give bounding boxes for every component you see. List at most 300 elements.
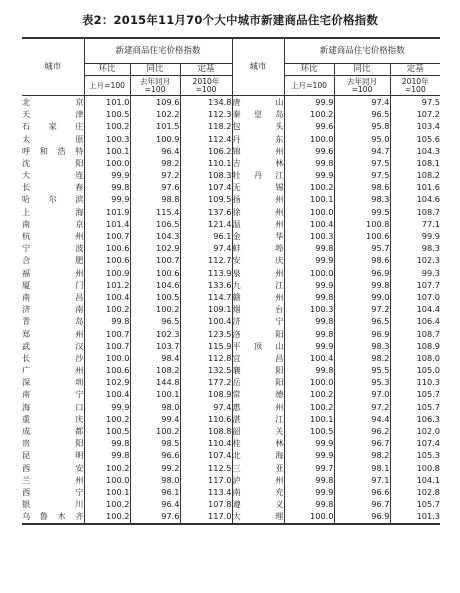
city-column-header-right: 城市 — [232, 38, 284, 96]
city-name-left: 重庆 — [22, 413, 84, 424]
yoy-value-right: 95.5 — [334, 364, 390, 376]
yoy-value-left: 96.1 — [130, 486, 180, 498]
mom-value-left: 100.2 — [84, 120, 130, 132]
base-value-right: 101.6 — [390, 181, 440, 193]
base-value-left: 117.0 — [180, 510, 232, 523]
mom-value-right: 100.2 — [284, 181, 334, 193]
table-row — [22, 218, 440, 230]
mom-value-left: 100.7 — [84, 340, 130, 352]
mom-header-left: 环比 — [84, 64, 130, 76]
mom-value-left: 100.6 — [84, 242, 130, 254]
table-row — [22, 181, 440, 193]
base-basis-right — [390, 76, 440, 96]
yoy-value-right: 96.9 — [334, 267, 390, 279]
base-value-left: 112.7 — [180, 254, 232, 266]
base-value-right: 105.3 — [390, 449, 440, 461]
base-value-left: 112.8 — [180, 352, 232, 364]
city-name-left: 沈阳 — [22, 157, 84, 168]
table-row — [22, 254, 440, 266]
mom-value-left: 99.8 — [84, 315, 130, 327]
city-name-left: 成都 — [22, 426, 84, 437]
base-value-right: 110.3 — [390, 376, 440, 388]
yoy-value-right: 97.1 — [334, 474, 390, 486]
city-name-left: 呼和浩特 — [22, 145, 84, 156]
city-name-left: 乌鲁木齐 — [22, 511, 84, 522]
mom-value-right: 100.0 — [284, 206, 334, 218]
city-name-right: 遵义 — [232, 499, 284, 510]
city-name-right: 桂林 — [232, 438, 284, 449]
table-row — [22, 449, 440, 461]
base-value-right: 102.8 — [390, 486, 440, 498]
table-row — [22, 328, 440, 340]
mom-value-right: 99.9 — [284, 96, 334, 109]
yoy-value-left: 102.9 — [130, 242, 180, 254]
yoy-value-left: 109.6 — [130, 96, 180, 109]
mom-value-left: 100.4 — [84, 291, 130, 303]
base-value-left: 113.9 — [180, 267, 232, 279]
table-row — [22, 437, 440, 449]
table-row — [22, 401, 440, 413]
table-row — [22, 267, 440, 279]
mom-value-left: 99.8 — [84, 181, 130, 193]
mom-value-left: 100.9 — [84, 267, 130, 279]
yoy-header-right: 同比 — [334, 64, 390, 76]
price-index-table — [22, 37, 440, 525]
mom-value-right: 99.8 — [284, 291, 334, 303]
yoy-value-right: 98.1 — [334, 462, 390, 474]
yoy-value-left: 96.4 — [130, 145, 180, 157]
yoy-basis-line1: 去年同月 — [346, 76, 378, 86]
city-name-left: 郑州 — [22, 328, 84, 339]
base-value-right: 102.3 — [390, 254, 440, 266]
city-name-left: 哈尔滨 — [22, 194, 84, 205]
city-name-left: 天津 — [22, 109, 84, 120]
mom-value-right: 100.3 — [284, 303, 334, 315]
city-name-left: 贵阳 — [22, 438, 84, 449]
city-name-right: 锦州 — [232, 145, 284, 156]
city-name-right: 牡丹江 — [232, 170, 284, 181]
city-name-left: 南京 — [22, 218, 84, 229]
table-row — [22, 291, 440, 303]
yoy-value-left: 144.8 — [130, 376, 180, 388]
city-name-right: 唐山 — [232, 96, 284, 107]
table-row — [22, 133, 440, 145]
base-value-left: 106.2 — [180, 145, 232, 157]
base-value-left: 112.4 — [180, 133, 232, 145]
table-row — [22, 145, 440, 157]
mom-value-right: 99.6 — [284, 145, 334, 157]
yoy-value-left: 104.3 — [130, 230, 180, 242]
base-value-left: 109.1 — [180, 303, 232, 315]
table-row — [22, 486, 440, 498]
base-value-right: 105.7 — [390, 401, 440, 413]
table-row — [22, 242, 440, 254]
table-row — [22, 462, 440, 474]
base-value-left: 137.6 — [180, 206, 232, 218]
city-name-left: 昆明 — [22, 450, 84, 461]
base-value-right: 77.1 — [390, 218, 440, 230]
mom-value-left: 100.5 — [84, 108, 130, 120]
yoy-value-left: 102.2 — [130, 108, 180, 120]
yoy-value-right: 97.2 — [334, 401, 390, 413]
mom-value-left: 100.2 — [84, 462, 130, 474]
mom-value-left: 100.1 — [84, 145, 130, 157]
city-name-right: 烟台 — [232, 304, 284, 315]
city-name-left: 大连 — [22, 170, 84, 181]
mom-value-left: 100.0 — [84, 474, 130, 486]
mom-value-right: 99.6 — [284, 120, 334, 132]
base-value-right: 101.3 — [390, 510, 440, 523]
table-row — [22, 206, 440, 218]
mom-value-left: 100.6 — [84, 254, 130, 266]
table-row — [22, 315, 440, 327]
yoy-value-left: 98.0 — [130, 474, 180, 486]
base-value-right: 107.4 — [390, 437, 440, 449]
mom-value-left: 99.9 — [84, 169, 130, 181]
mom-value-right: 99.8 — [284, 157, 334, 169]
table-row — [22, 279, 440, 291]
yoy-value-right: 96.5 — [334, 315, 390, 327]
mom-value-right: 100.5 — [284, 425, 334, 437]
city-name-right: 赣州 — [232, 291, 284, 302]
yoy-value-left: 96.4 — [130, 498, 180, 510]
mom-value-right: 99.9 — [284, 437, 334, 449]
yoy-value-left: 100.9 — [130, 133, 180, 145]
mom-basis-right — [284, 76, 334, 96]
city-name-left: 南宁 — [22, 389, 84, 400]
base-value-right: 104.3 — [390, 145, 440, 157]
yoy-value-right: 95.0 — [334, 133, 390, 145]
mom-value-right: 99.9 — [284, 254, 334, 266]
mom-value-right: 100.1 — [284, 194, 334, 206]
city-name-left: 合肥 — [22, 255, 84, 266]
base-value-right: 102.0 — [390, 425, 440, 437]
city-name-right: 济宁 — [232, 316, 284, 327]
yoy-basis-line2: =100 — [144, 84, 166, 94]
mom-value-left: 101.9 — [84, 206, 130, 218]
city-name-left: 太原 — [22, 133, 84, 144]
city-name-right: 三亚 — [232, 462, 284, 473]
table-row — [22, 96, 440, 109]
yoy-value-left: 97.2 — [130, 169, 180, 181]
mom-value-left: 101.4 — [84, 218, 130, 230]
mom-value-right: 99.8 — [284, 498, 334, 510]
yoy-value-left: 106.5 — [130, 218, 180, 230]
city-name-right: 安庆 — [232, 255, 284, 266]
table-row — [22, 303, 440, 315]
city-name-right: 南充 — [232, 486, 284, 497]
yoy-value-right: 98.6 — [334, 254, 390, 266]
mom-basis-left — [84, 76, 130, 96]
yoy-value-left: 96.6 — [130, 449, 180, 461]
city-name-right: 秦皇岛 — [232, 109, 284, 120]
base-value-left: 107.4 — [180, 181, 232, 193]
yoy-value-right: 97.5 — [334, 157, 390, 169]
base-value-right: 104.1 — [390, 474, 440, 486]
base-value-left: 112.5 — [180, 462, 232, 474]
base-value-right: 108.7 — [390, 328, 440, 340]
mom-value-left: 99.9 — [84, 194, 130, 206]
base-value-left: 112.3 — [180, 108, 232, 120]
table-row — [22, 108, 440, 120]
yoy-value-right: 95.3 — [334, 376, 390, 388]
mom-value-right: 99.9 — [284, 279, 334, 291]
yoy-value-left: 97.6 — [130, 510, 180, 523]
yoy-value-right: 96.9 — [334, 328, 390, 340]
index-group-header-left: 新建商品住宅价格指数 — [84, 38, 232, 64]
base-value-right: 99.3 — [390, 267, 440, 279]
city-name-left: 北京 — [22, 96, 84, 107]
yoy-value-right: 99.8 — [334, 279, 390, 291]
base-header-right: 定基 — [390, 64, 440, 76]
yoy-value-left: 100.2 — [130, 303, 180, 315]
mom-value-right: 100.3 — [284, 230, 334, 242]
mom-value-left: 100.2 — [84, 413, 130, 425]
yoy-value-left: 96.5 — [130, 315, 180, 327]
city-name-right: 包头 — [232, 121, 284, 132]
yoy-value-right: 96.2 — [334, 425, 390, 437]
mom-value-right: 100.2 — [284, 401, 334, 413]
base-value-right: 106.3 — [390, 413, 440, 425]
table-row — [22, 425, 440, 437]
mom-value-right: 99.9 — [284, 486, 334, 498]
mom-value-left: 102.9 — [84, 376, 130, 388]
yoy-value-left: 98.2 — [130, 157, 180, 169]
mom-value-right: 99.9 — [284, 449, 334, 461]
base-basis-line1: 2010年 — [401, 76, 429, 86]
base-value-left: 108.9 — [180, 389, 232, 401]
mom-value-right: 100.4 — [284, 352, 334, 364]
city-name-right: 蚌埠 — [232, 243, 284, 254]
yoy-value-right: 99.0 — [334, 291, 390, 303]
mom-basis-text: 上月=100 — [88, 80, 126, 90]
table-row — [22, 157, 440, 169]
yoy-value-right: 96.7 — [334, 437, 390, 449]
base-value-right: 98.3 — [390, 242, 440, 254]
yoy-value-left: 102.3 — [130, 328, 180, 340]
city-name-right: 丹东 — [232, 133, 284, 144]
mom-value-left: 99.8 — [84, 449, 130, 461]
city-name-right: 吉林 — [232, 157, 284, 168]
base-value-left: 115.9 — [180, 340, 232, 352]
base-value-left: 109.5 — [180, 194, 232, 206]
yoy-value-right: 95.7 — [334, 242, 390, 254]
yoy-header-left: 同比 — [130, 64, 180, 76]
yoy-value-right: 94.7 — [334, 145, 390, 157]
mom-value-right: 100.4 — [284, 218, 334, 230]
yoy-value-right: 98.3 — [334, 340, 390, 352]
yoy-value-left: 100.1 — [130, 389, 180, 401]
mom-value-right: 99.8 — [284, 328, 334, 340]
city-name-left: 青岛 — [22, 316, 84, 327]
base-value-right: 97.5 — [390, 96, 440, 109]
mom-value-right: 99.8 — [284, 364, 334, 376]
mom-value-left: 100.5 — [84, 425, 130, 437]
mom-value-right: 100.1 — [284, 413, 334, 425]
yoy-value-left: 100.7 — [130, 254, 180, 266]
base-value-right: 99.9 — [390, 230, 440, 242]
mom-value-right: 99.9 — [284, 340, 334, 352]
city-name-left: 银川 — [22, 499, 84, 510]
base-value-left: 177.2 — [180, 376, 232, 388]
base-value-right: 105.0 — [390, 364, 440, 376]
mom-value-right: 100.0 — [284, 510, 334, 523]
table-row — [22, 340, 440, 352]
base-value-left: 134.8 — [180, 96, 232, 109]
yoy-value-right: 100.8 — [334, 218, 390, 230]
index-group-header-right: 新建商品住宅价格指数 — [284, 38, 440, 64]
city-name-left: 武汉 — [22, 340, 84, 351]
yoy-value-right: 96.7 — [334, 498, 390, 510]
base-value-left: 97.4 — [180, 401, 232, 413]
city-name-left: 西宁 — [22, 486, 84, 497]
city-name-right: 扬州 — [232, 194, 284, 205]
city-name-left: 西安 — [22, 462, 84, 473]
city-name-right: 平顶山 — [232, 340, 284, 351]
base-value-right: 107.2 — [390, 108, 440, 120]
base-header-left: 定基 — [180, 64, 232, 76]
mom-value-right: 99.7 — [284, 462, 334, 474]
mom-value-left: 100.2 — [84, 510, 130, 523]
table-row — [22, 194, 440, 206]
yoy-value-left: 98.0 — [130, 401, 180, 413]
city-name-right: 无锡 — [232, 182, 284, 193]
base-value-left: 117.0 — [180, 474, 232, 486]
city-column-header-left: 城市 — [22, 38, 84, 96]
mom-value-left: 100.4 — [84, 389, 130, 401]
mom-value-left: 99.9 — [84, 401, 130, 413]
base-value-right: 108.9 — [390, 340, 440, 352]
table-row — [22, 498, 440, 510]
yoy-value-right: 100.6 — [334, 230, 390, 242]
mom-value-left: 100.0 — [84, 352, 130, 364]
city-name-right: 温州 — [232, 218, 284, 229]
yoy-basis-line1: 去年同月 — [139, 76, 171, 86]
yoy-value-left: 100.6 — [130, 267, 180, 279]
base-basis-line2: =100 — [404, 84, 426, 94]
mom-value-left: 100.6 — [84, 364, 130, 376]
city-name-left: 长春 — [22, 182, 84, 193]
city-name-right: 韶关 — [232, 426, 284, 437]
base-value-right: 103.4 — [390, 120, 440, 132]
base-value-right: 105.7 — [390, 498, 440, 510]
base-value-right: 106.4 — [390, 315, 440, 327]
mom-value-left: 100.2 — [84, 498, 130, 510]
mom-value-right: 100.2 — [284, 389, 334, 401]
city-name-left: 福州 — [22, 267, 84, 278]
base-value-right: 105.6 — [390, 133, 440, 145]
city-name-right: 湛江 — [232, 413, 284, 424]
mom-value-right: 99.8 — [284, 474, 334, 486]
city-name-left: 深圳 — [22, 377, 84, 388]
yoy-value-left: 100.2 — [130, 425, 180, 437]
mom-basis-text: 上月=100 — [290, 80, 328, 90]
mom-value-right: 100.0 — [284, 376, 334, 388]
city-name-right: 泸州 — [232, 474, 284, 485]
base-value-left: 110.4 — [180, 437, 232, 449]
city-name-right: 徐州 — [232, 206, 284, 217]
yoy-value-left: 99.2 — [130, 462, 180, 474]
base-value-left: 114.7 — [180, 291, 232, 303]
base-value-left: 133.6 — [180, 279, 232, 291]
city-name-left: 南昌 — [22, 291, 84, 302]
base-value-right: 104.6 — [390, 194, 440, 206]
table-row — [22, 230, 440, 242]
city-name-left: 厦门 — [22, 279, 84, 290]
city-name-left: 长沙 — [22, 352, 84, 363]
base-value-left: 113.4 — [180, 486, 232, 498]
mom-value-right: 99.9 — [284, 169, 334, 181]
table-header — [22, 38, 440, 96]
mom-header-right: 环比 — [284, 64, 334, 76]
yoy-value-right: 95.8 — [334, 120, 390, 132]
base-value-left: 118.2 — [180, 120, 232, 132]
mom-value-left: 100.0 — [84, 157, 130, 169]
base-basis-line1: 2010年 — [192, 76, 220, 86]
table-row — [22, 389, 440, 401]
base-value-right: 108.7 — [390, 206, 440, 218]
mom-value-left: 100.3 — [84, 133, 130, 145]
base-value-right: 107.0 — [390, 291, 440, 303]
base-value-left: 110.1 — [180, 157, 232, 169]
table-row — [22, 510, 440, 523]
city-name-right: 宜昌 — [232, 352, 284, 363]
base-value-left: 96.1 — [180, 230, 232, 242]
mom-value-left: 100.7 — [84, 328, 130, 340]
mom-value-right: 99.8 — [284, 315, 334, 327]
city-name-right: 惠州 — [232, 401, 284, 412]
yoy-value-left: 108.2 — [130, 364, 180, 376]
yoy-value-right: 97.5 — [334, 169, 390, 181]
yoy-value-right: 96.5 — [334, 108, 390, 120]
base-value-right: 105.7 — [390, 389, 440, 401]
base-value-left: 100.4 — [180, 315, 232, 327]
mom-value-left: 100.1 — [84, 486, 130, 498]
city-name-right: 岳阳 — [232, 377, 284, 388]
yoy-basis-line2: =100 — [351, 84, 373, 94]
table-row — [22, 413, 440, 425]
base-value-left: 123.5 — [180, 328, 232, 340]
city-name-left: 杭州 — [22, 231, 84, 242]
table-row — [22, 169, 440, 181]
table-row — [22, 364, 440, 376]
yoy-value-right: 98.2 — [334, 449, 390, 461]
mom-value-right: 100.0 — [284, 133, 334, 145]
yoy-value-right: 98.3 — [334, 194, 390, 206]
mom-value-right: 100.0 — [284, 267, 334, 279]
yoy-value-left: 99.4 — [130, 413, 180, 425]
yoy-value-right: 98.6 — [334, 181, 390, 193]
city-name-left: 兰州 — [22, 474, 84, 485]
yoy-value-left: 115.4 — [130, 206, 180, 218]
city-name-left: 广州 — [22, 365, 84, 376]
table-row — [22, 376, 440, 388]
yoy-value-right: 97.2 — [334, 303, 390, 315]
yoy-value-left: 101.5 — [130, 120, 180, 132]
city-name-right: 九江 — [232, 279, 284, 290]
yoy-value-left: 104.6 — [130, 279, 180, 291]
table-body — [22, 96, 440, 524]
yoy-value-left: 103.7 — [130, 340, 180, 352]
yoy-value-right: 96.6 — [334, 486, 390, 498]
mom-value-left: 99.8 — [84, 437, 130, 449]
base-value-left: 121.4 — [180, 218, 232, 230]
yoy-value-right: 97.0 — [334, 389, 390, 401]
city-name-right: 洛阳 — [232, 328, 284, 339]
city-name-right: 泉州 — [232, 267, 284, 278]
yoy-value-left: 98.4 — [130, 352, 180, 364]
city-name-left: 宁波 — [22, 243, 84, 254]
